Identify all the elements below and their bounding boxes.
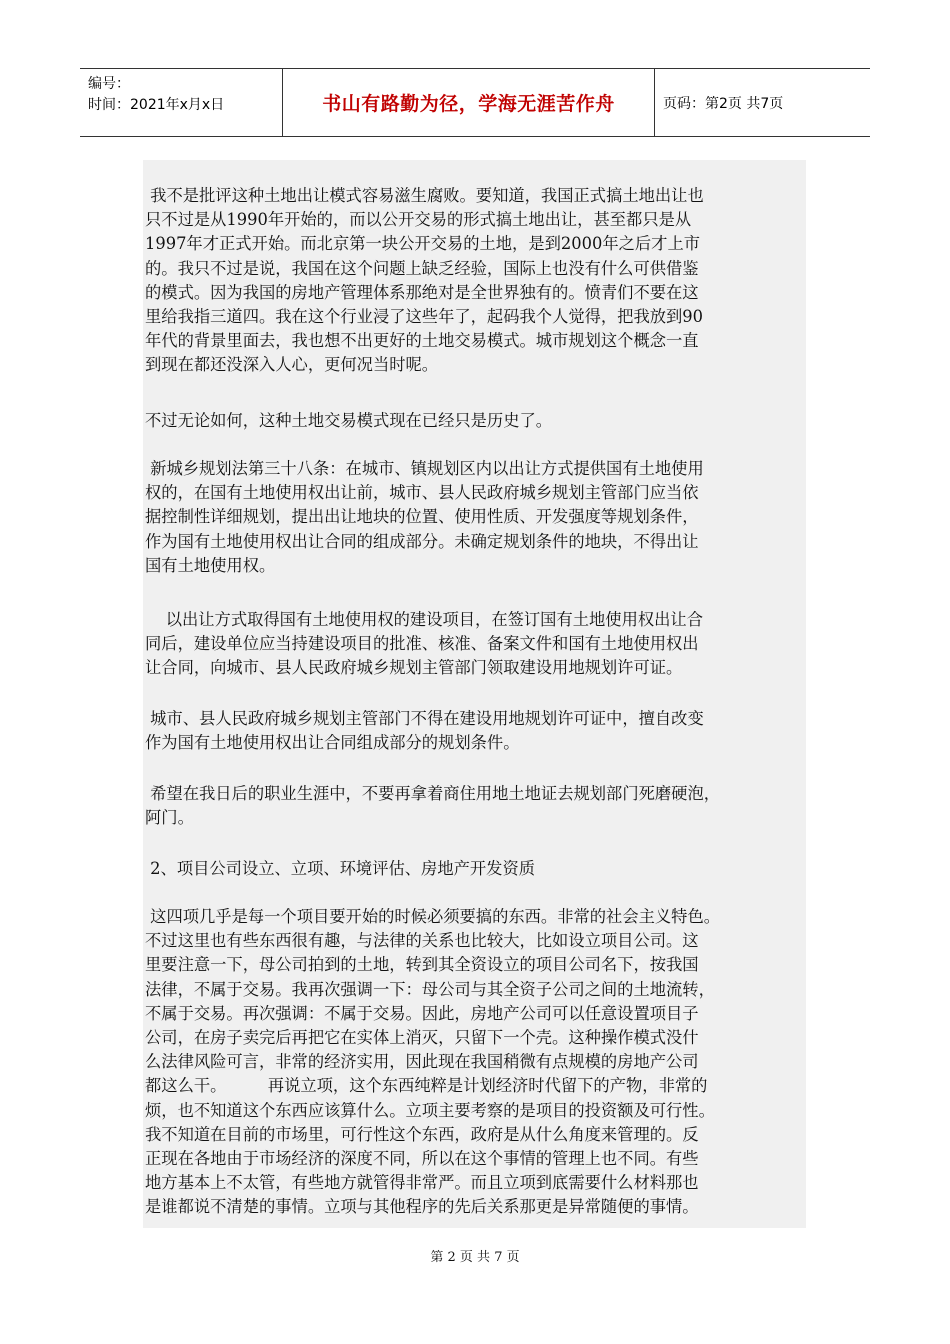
- document-body: [143, 160, 806, 1228]
- document-number-label: 编号：: [88, 76, 130, 92]
- paragraph: [145, 905, 813, 1220]
- header-table: [80, 68, 870, 137]
- text-line: 城市、县人民政府城乡规划主管部门不得在建设用地规划许可证中，擅自改变: [145, 709, 704, 728]
- paragraph: [145, 782, 813, 830]
- text-line: 里要注意一下，母公司拍到的土地，转到其全资设立的项目公司名下，按我国: [145, 955, 699, 975]
- document-time-label: 时间：2021年x月x日: [88, 97, 225, 113]
- header-page-label: 页码：第2页 共7页: [663, 95, 784, 112]
- text-line: 只不过是从1990年开始的，而以公开交易的形式搞土地出让，甚至都只是从: [145, 210, 692, 230]
- text-line: 新城乡规划法第三十八条：在城市、镇规划区内以出让方式提供国有土地使用: [145, 459, 704, 478]
- header-info-cell: [80, 69, 283, 136]
- text-line: 地方基本上不太管，有些地方就管得非常严。而且立项到底需要什么材料那也: [145, 1173, 699, 1193]
- text-line: 都这么干。 再说立项，这个东西纯粹是计划经济时代留下的产物，非常的: [145, 1076, 708, 1096]
- text-line: 公司，在房子卖完后再把它在实体上消灭，只留下一个壳。这种操作模式没什: [145, 1028, 699, 1048]
- text-line: 么法律风险可言，非常的经济实用，因此现在我国稍微有点规模的房地产公司: [145, 1052, 699, 1072]
- text-line: 我不知道在目前的市场里，可行性这个东西，政府是从什么角度来管理的。反: [145, 1124, 699, 1144]
- header-page-cell: [655, 69, 870, 136]
- page-footer: 第 2 页 共 7 页: [430, 1250, 520, 1265]
- text-line: 的模式。因为我国的房地产管理体系那绝对是全世界独有的。愤青们不要在这: [145, 282, 699, 302]
- section-heading: [145, 857, 813, 881]
- paragraph: [145, 608, 813, 681]
- text-line: 作为国有土地使用权出让合同组成部分的规划条件。: [145, 733, 520, 753]
- text-line: 这四项几乎是每一个项目要开始的时候必须要搞的东西。非常的社会主义特色。: [145, 907, 721, 926]
- text-line: 到现在都还没深入人心，更何况当时呢。: [145, 355, 439, 375]
- text-line: 不属于交易。再次强调：不属于交易。因此，房地产公司可以任意设置项目子: [145, 1003, 699, 1023]
- paragraph: [145, 409, 813, 433]
- text-line: 2、项目公司设立、立项、环境评估、房地产开发资质: [145, 859, 536, 878]
- header-motto-cell: [283, 69, 655, 136]
- text-line: 权的，在国有土地使用权出让前，城市、县人民政府城乡规划主管部门应当依: [145, 483, 699, 503]
- text-line: 的。我只不过是说，我国在这个问题上缺乏经验，国际上也没有什么可供借鉴: [145, 258, 699, 278]
- text-line: 让合同，向城市、县人民政府城乡规划主管部门领取建设用地规划许可证。: [145, 658, 683, 678]
- text-line: 烦，也不知道这个东西应该算什么。立项主要考察的是项目的投资额及可行性。: [145, 1100, 715, 1120]
- text-line: 据控制性详细规划，提出出让地块的位置、使用性质、开发强度等规划条件，: [145, 507, 699, 527]
- text-line: 不过这里也有些东西很有趣，与法律的关系也比较大，比如设立项目公司。这: [145, 931, 699, 951]
- text-line: 阿门。: [145, 808, 194, 828]
- text-line: 国有土地使用权。: [145, 555, 276, 575]
- text-line: 以出让方式取得国有土地使用权的建设项目，在签订国有土地使用权出让合: [145, 610, 703, 629]
- header-motto: 书山有路勤为径，学海无涯苦作舟: [322, 93, 615, 115]
- text-line: 是谁都说不清楚的事情。立项与其他程序的先后关系那更是异常随便的事情。: [145, 1197, 699, 1217]
- text-line: 法律，不属于交易。我再次强调一下：母公司与其全资子公司之间的土地流转，: [145, 979, 715, 999]
- text-line: 不过无论如何，这种土地交易模式现在已经只是历史了。: [145, 411, 553, 430]
- text-line: 希望在我日后的职业生涯中，不要再拿着商住用地土地证去规划部门死磨硬泡，: [145, 784, 721, 803]
- text-line: 1997年才正式开始。而北京第一块公开交易的土地，是到2000年之后才上市: [145, 234, 701, 254]
- text-line: 年代的背景里面去，我也想不出更好的土地交易模式。城市规划这个概念一直: [145, 331, 699, 351]
- paragraph: [145, 184, 813, 378]
- paragraph: [145, 457, 813, 578]
- paragraph: [145, 707, 813, 755]
- text-line: 作为国有土地使用权出让合同的组成部分。未确定规划条件的地块，不得出让: [145, 531, 699, 551]
- text-line: 我不是批评这种土地出让模式容易滋生腐败。要知道，我国正式搞土地出让也: [145, 186, 704, 205]
- text-line: 同后，建设单位应当持建设项目的批准、核准、备案文件和国有土地使用权出: [145, 634, 699, 654]
- text-line: 里给我指三道四。我在这个行业浸了这些年了，起码我个人觉得，把我放到90: [145, 307, 704, 327]
- text-line: 正现在各地由于市场经济的深度不同，所以在这个事情的管理上也不同。有些: [145, 1149, 699, 1169]
